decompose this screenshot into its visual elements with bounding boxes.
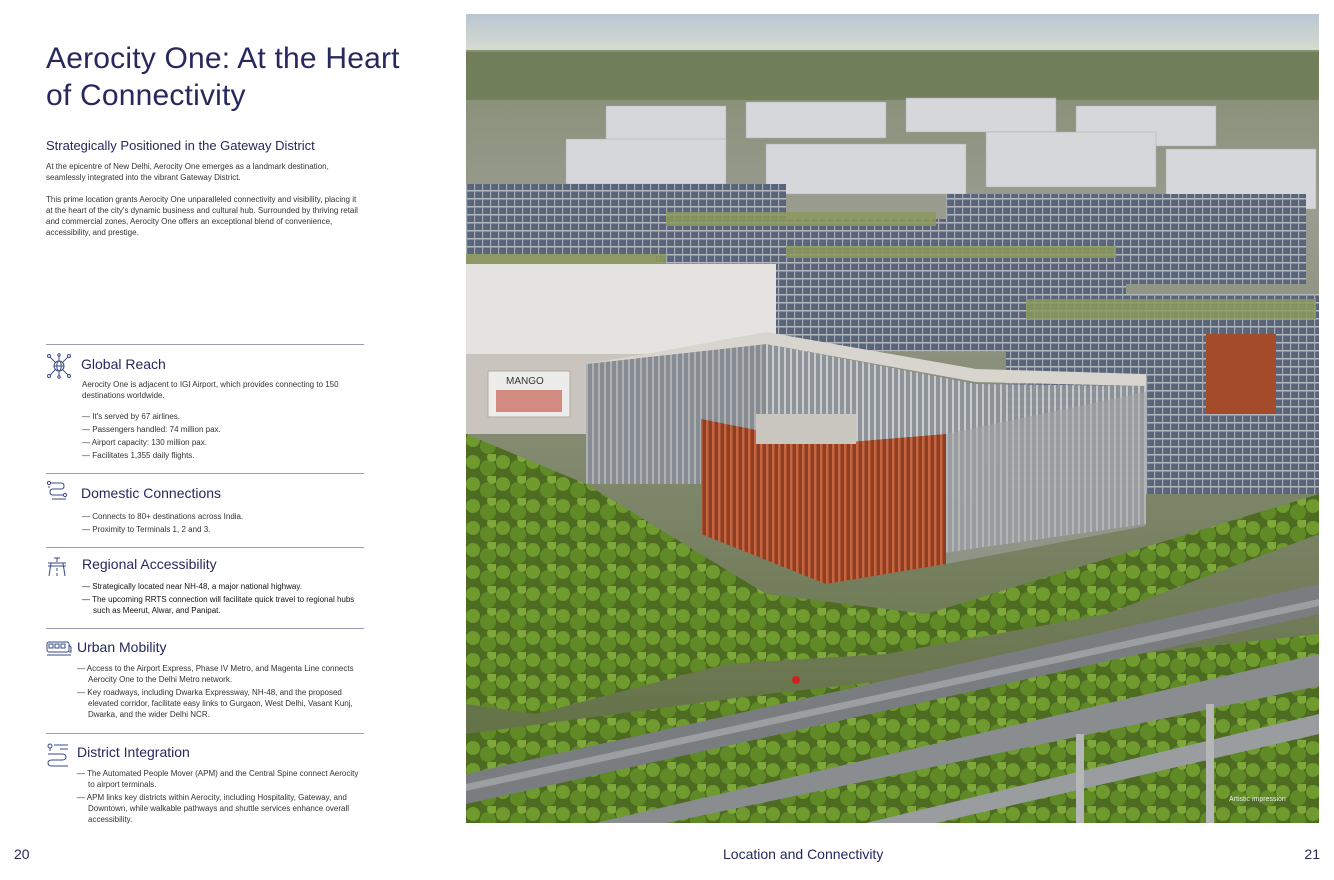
- section-text: Aerocity One is adjacent to IGI Airport, which provides connecting to 150 destinations worldwide.: [82, 380, 339, 400]
- section-title-regional-accessibility: Regional Accessibility: [82, 556, 217, 572]
- divider: [46, 473, 364, 474]
- metro-train-icon: [46, 639, 72, 657]
- globe-network-icon: [46, 353, 72, 379]
- global-reach-list: [82, 411, 372, 463]
- list-item: — The Automated People Mover (APM) and the Central Spine connect Aerocity to airport terminals.: [77, 768, 367, 790]
- mango-sign: MANGO: [506, 376, 544, 387]
- list-item: — Passengers handled: 74 million pax.: [82, 424, 372, 435]
- section-title-global-reach: Global Reach: [81, 356, 166, 372]
- intro-paragraph: This prime location grants Aerocity One unparalleled connectivity and visibility, placing it at the heart of the city's dynamic business and cultural hub. Surrounded by thriving retail and commercial zones, Aerocity One offers an exceptional blend of convenience, accessibility, and prestige.: [46, 195, 358, 237]
- page-number-right: 21: [1304, 846, 1320, 862]
- page-number-left: 20: [14, 846, 30, 862]
- section-subtitle: Strategically Positioned in the Gateway District: [46, 138, 315, 153]
- highway-icon: [46, 555, 68, 577]
- divider: [46, 628, 364, 629]
- page-title: Aerocity One: At the Heart of Connectivity: [46, 42, 400, 112]
- list-item: — Access to the Airport Express, Phase IV Metro, and Magenta Line connects Aerocity One to the Delhi Metro network.: [77, 663, 367, 685]
- route-lines-icon: [46, 480, 68, 502]
- urban-mobility-list: [77, 663, 367, 722]
- list-item: — Strategically located near NH-48, a major national highway.: [82, 581, 372, 592]
- divider: [46, 344, 364, 345]
- domestic-list: [82, 511, 372, 537]
- list-item: — Airport capacity: 130 million pax.: [82, 437, 372, 448]
- photo-caption: Artistic impression: [1229, 796, 1286, 803]
- list-item: — The upcoming RRTS connection will facilitate quick travel to regional hubs such as Meerut, Alwar, and Panipat.: [82, 594, 372, 616]
- intro-paragraph: At the epicentre of New Delhi, Aerocity One emerges as a landmark destination, seamlessly integrated into the vibrant Gateway District.: [46, 162, 329, 182]
- list-item: — Proximity to Terminals 1, 2 and 3.: [82, 524, 372, 535]
- list-item: — Connects to 80+ destinations across India.: [82, 511, 372, 522]
- section-title-urban-mobility: Urban Mobility: [77, 639, 167, 655]
- aerial-rendering-image: [466, 14, 1319, 823]
- list-item: — Facilitates 1,355 daily flights.: [82, 450, 372, 461]
- section-title-domestic-connections: Domestic Connections: [81, 485, 222, 501]
- regional-list: [82, 581, 372, 618]
- intro-text: [46, 161, 364, 249]
- divider: [46, 547, 364, 548]
- list-item: — APM links key districts within Aerocity, including Hospitality, Gateway, and Downtown, while walkable pathways and shuttle services enhance overall accessibility.: [77, 792, 367, 825]
- list-item: — It's served by 67 airlines.: [82, 411, 372, 422]
- list-item: — Key roadways, including Dwarka Expressway, NH-48, and the proposed elevated corridor, facilitate easy links to Gurgaon, West Delhi, Vasant Kunj, Dwarka, and the wider Delhi NCR.: [77, 687, 367, 720]
- district-path-icon: [46, 742, 70, 768]
- district-list: [77, 768, 367, 827]
- footer-section-title: Location and Connectivity: [723, 846, 884, 862]
- divider: [46, 733, 364, 734]
- section-title-district-integration: District Integration: [77, 744, 190, 760]
